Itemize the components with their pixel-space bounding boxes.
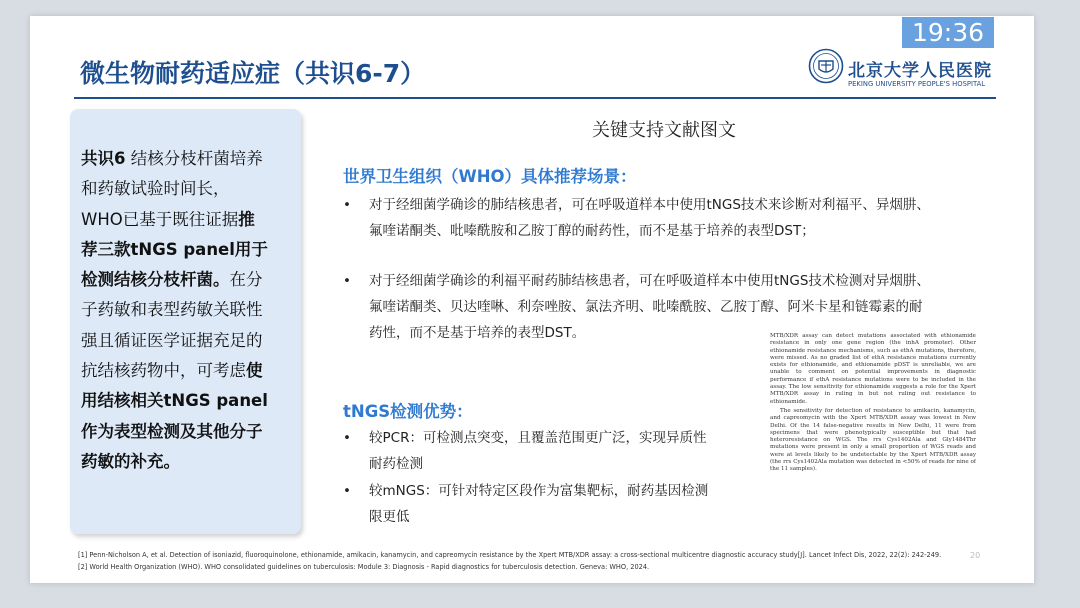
consensus-text-bold: 用结核相关tNGS panel xyxy=(81,391,268,411)
bullet-dot: • xyxy=(343,430,351,446)
tngs-bullet-1-line-2: 耐药检测 xyxy=(369,456,423,472)
bullet-dot: • xyxy=(343,197,351,213)
consensus-text-regular: 子药敏和表型药敏关联性 xyxy=(81,300,263,320)
bullet-dot: • xyxy=(343,273,351,289)
consensus-text-regular: 和药敏试验时间长， xyxy=(81,179,230,199)
references xyxy=(78,549,941,573)
consensus-line xyxy=(81,326,293,356)
consensus-line xyxy=(81,356,293,386)
hospital-name-en: PEKING UNIVERSITY PEOPLE'S HOSPITAL xyxy=(848,80,986,88)
tngs-bullet-1-line-1: 较PCR：可检测点突变，且覆盖范围更广泛，实现异质性 xyxy=(369,430,707,446)
who-bullet-2-line-2: 氟喹诺酮类、贝达喹啉、利奈唑胺、氯法齐明、吡嗪酰胺、乙胺丁醇、阿米卡星和链霉素的耐 xyxy=(369,299,923,315)
who-bullet-2-line-1: 对于经细菌学确诊的利福平耐药肺结核患者，可在呼吸道样本中使用tNGS技术检测对异烟肼、 xyxy=(369,273,930,289)
tngs-bullet-2-line-2: 限更低 xyxy=(369,509,410,525)
consensus-line xyxy=(81,295,293,325)
consensus-line xyxy=(81,205,293,235)
bullet-dot: • xyxy=(343,483,351,499)
consensus-line xyxy=(81,386,293,416)
hospital-logo-icon xyxy=(808,48,844,84)
consensus-text-regular: 抗结核药物中，可考虑 xyxy=(81,361,246,381)
consensus-text-bold: 荐三款tNGS panel用于 xyxy=(81,239,268,259)
consensus-line xyxy=(81,235,293,265)
consensus-text-bold: 使 xyxy=(246,361,263,381)
consensus-line xyxy=(81,144,293,174)
consensus-text-regular: WHO已基于既往证据 xyxy=(81,209,239,229)
slide-title: 微生物耐药适应症（共识6-7） xyxy=(80,59,426,88)
reference-1: [1] Penn-Nicholson A, et al. Detection of isoniazid, fluoroquinolone, ethionamide, amikacin, kanamycin, and capreomycin resistance by the Xpert MTB/XDR assay: a cross-sectional multicentre diagnostic accuracy study[J]. Lancet Infect Dis, 2022, 22(2): 242-249. xyxy=(78,551,942,559)
title-divider xyxy=(74,97,996,99)
who-heading: 世界卫生组织（WHO）具体推荐场景： xyxy=(343,167,637,186)
consensus-text-regular: 在分 xyxy=(229,270,263,290)
tngs-heading: tNGS检测优势： xyxy=(343,402,473,421)
excerpt-paragraph-1: MTB/XDR assay can detect mutations associated with ethionamide resistance in only one gene region (the inhA promoter). Other ethionamide resistance mechanisms, such as ethA mutations, therefore, were missed. As no graded list of ethA resistance mutations currently exists for ethionamide, and ethionamide pDST is unreliable, we are unable to comment on potential improvements in diagnostic performance if ethA resistance mutations were to be included in the assay. The low sensitivity for ethionamide suggests a role for the Xpert MTB/XDR assay in ruling in but not ruling out resistance to ethionamide. xyxy=(770,333,976,405)
tngs-bullet-2-line-1: 较mNGS：可针对特定区段作为富集靶标，耐药基因检测 xyxy=(369,483,709,499)
reference-2: [2] World Health Organization (WHO). WHO consolidated guidelines on tuberculosis: Module 3: Diagnosis - Rapid diagnostics for tuberculosis detection. Geneva: WHO, 2024. xyxy=(78,563,650,571)
literature-excerpt xyxy=(770,333,976,533)
who-bullet-2-line-3: 药性，而不是基于培养的表型DST。 xyxy=(369,325,586,341)
hospital-name-cn: 北京大学人民医院 xyxy=(848,61,992,81)
consensus-text-bold: 药敏的补充。 xyxy=(81,451,180,471)
consensus-text-regular: 结核分枝杆菌培养 xyxy=(125,149,263,168)
consensus-line xyxy=(81,417,293,447)
consensus-line xyxy=(81,447,293,477)
excerpt-paragraph-2: The sensitivity for detection of resistance to amikacin, kanamycin, and capreomycin with the Xpert MTB/XDR assay was lowest in New Delhi. Of the 14 false-negative results in New Delhi, 11 were from specimens that were phenotypically susceptible but that had heteroresistance on WGS. The rrs Cys1402Ala and Gly1484Thr mutations were present in only a small proportion of WGS reads and were at levels likely to be undetectable by the Xpert MTB/XDR assay (the rrs Cys1402Ala mutation was detected in <50% of reads for nine of the 11 samples). xyxy=(770,407,976,473)
who-bullet-1-line-1: 对于经细菌学确诊的肺结核患者，可在呼吸道样本中使用tNGS技术来诊断对利福平、异烟肼、 xyxy=(369,197,930,213)
clock-overlay: 19:36 xyxy=(902,17,994,48)
page-number: 20 xyxy=(970,551,981,560)
consensus-line xyxy=(81,265,293,295)
who-bullet-1-line-2: 氟喹诺酮类、吡嗪酰胺和乙胺丁醇的耐药性，而不是基于培养的表型DST； xyxy=(369,223,815,239)
consensus-text-bold: 检测结核分枝杆菌。 xyxy=(81,270,230,290)
consensus-text-bold: 推 xyxy=(238,209,255,229)
consensus-text-regular: 强且循证医学证据充足的 xyxy=(81,330,263,350)
consensus-text-bold: 共识6 xyxy=(81,149,126,168)
consensus-line xyxy=(81,174,293,204)
consensus-text-bold: 作为表型检测及其他分子 xyxy=(81,421,263,441)
section-title: 关键支持文献图文 xyxy=(592,120,736,141)
consensus-text xyxy=(81,144,293,477)
